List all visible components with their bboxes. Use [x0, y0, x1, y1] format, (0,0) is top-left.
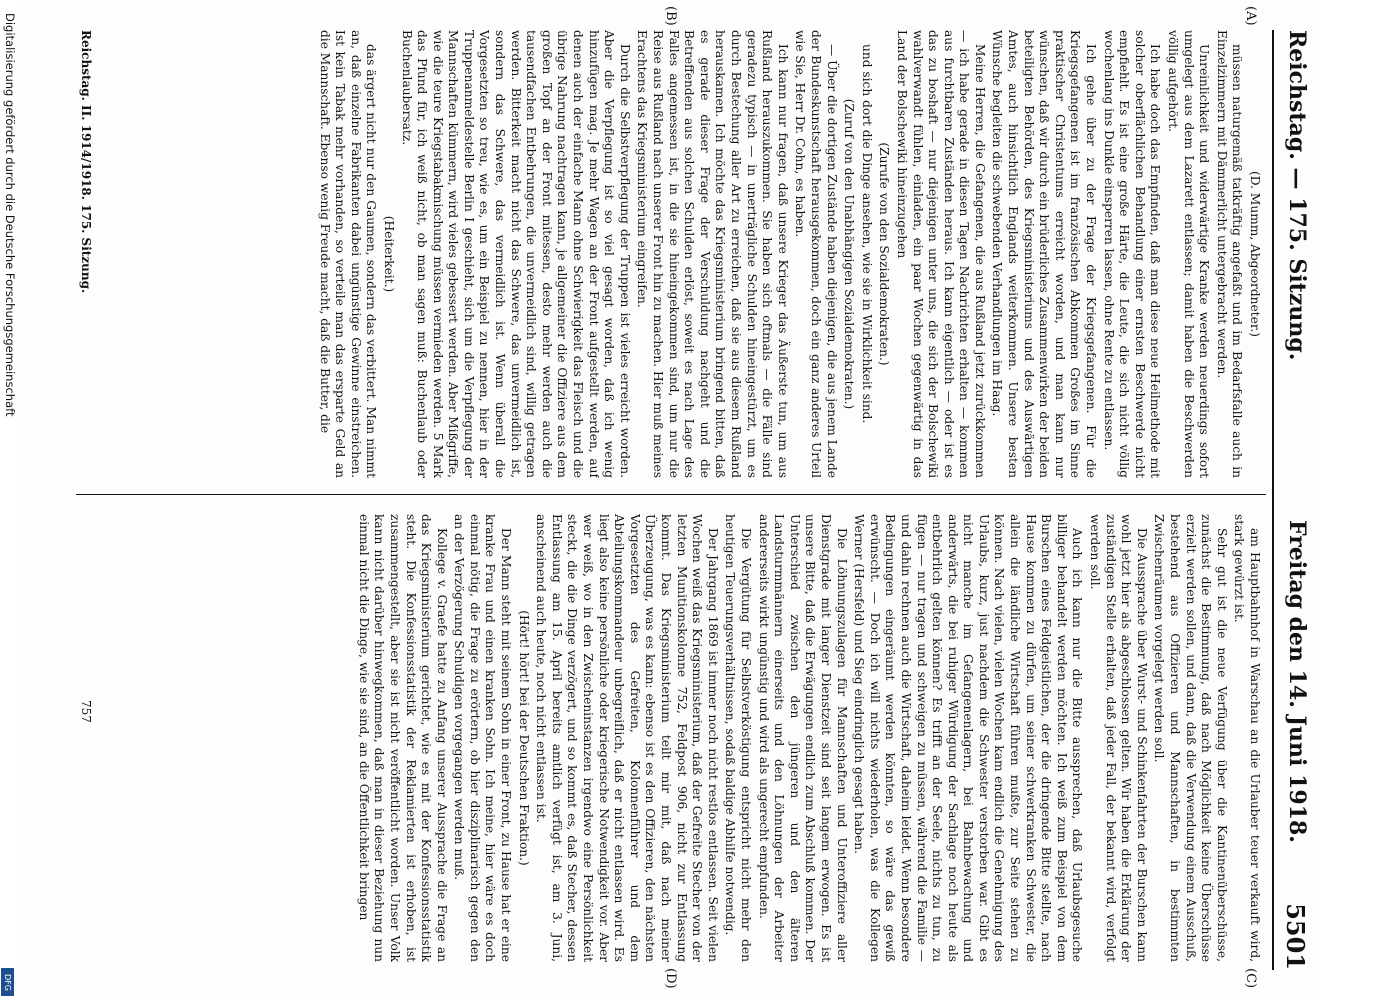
margin-marker-d: (D) — [663, 968, 678, 989]
paragraph: Ich gehe über zu der Frage der Kriegsgefangenen. Für die Kriegsgefangenen ist im französischen Abkommen Großes im Sinne praktischer Christentums erreicht worden, und man kann nur wünschen, daß wir durch ein brüderliches Zusammenwirken der beiden beteiligten Behörden, des Kriegsministeriums und des Auswärtigen Amtes, auch hinsichtlich Englands weiterkommen. Unsere besten Wünsche begleiten die schwebenden Verhandlungen im Haag. — [990, 30, 1099, 478]
paragraph: am Hauptbahnhof in Warschau an die Urlauber teuer verkauft wird, stark gewürzt ist. — [1232, 514, 1262, 962]
header-rule — [1272, 30, 1274, 970]
right-column — [72, 514, 1262, 962]
paragraph: Kollege v. Graefe hatte zu Anfang unserer Aussprache die Frage an das Kriegsministerium gerichtet, wie es mit der Konfessionsstatistik steht. Die Konfessionsstatistik der Reklamierten ist erhoben, ist zusammengestellt, aber sie ist nicht veröffentlicht worden. Unser Volk kann nicht darüber hinwegkommen, daß man in dieser Beziehung nun einmal nicht die Dinge, wie sie sind, an die Öffentlichkeit bringen — [356, 514, 449, 962]
paragraph: Der Jahrgang 1869 ist immer noch nicht restlos entlassen. Seit vielen Wochen weiß das Kriegsministerium, daß der Gefreite Stecher von der letzten Munitionskolonne 752, Feldpost 906, nicht zur Entlassung kommt. Das Kriegsministerium teilt mir mit, daß nach meiner Überzeugung, was es kann: ebenso ist es den Offizieren, den nächsten Vorgesetzten des Gefreiten, Kolonnenführer und dem Abteilungskommandeur unbegreiflich, daß er nicht entlassen wird. Es liegt also keine persönliche oder kriegerische Notwendigkeit vor. Aber wer weiß, wo in den Zwischeninstanzen irgendwo eine Persönlichkeit steckt, die die Dinge verzögert, und so kommt es, daß Stecher, dessen Entlassung am 15. April bereits amtlich verfügt ist, am 3. Juni, anscheinend auch heute, noch nicht entlassen ist. — [534, 514, 720, 962]
header-left-title: Reichstag. — 175. Sitzung. — [1284, 30, 1310, 361]
header-page-number: 5501 — [1281, 903, 1310, 970]
digitization-credit — [0, 0, 17, 1000]
margin-marker-b: (B) — [663, 6, 678, 26]
paragraph: Auch ich kann nur die Bitte aussprechen, daß Urlaubsgesuche billiger behandelt werden möchten. Ich weiß zum Beispiel von dem Burschen eines Feldgeistlichen, der die dringende Bitte stellte, nach Hause kommen zu dürfen, um seiner schwerkranken Schwester, die allein die ländliche Wirtschaft führen mußte, zur Seite stehen zu können. Nach vielen, vielen Wochen kam endlich die Genehmigung des Urlaubs, kurz, just nachdem die Schwester verstorben war. Gibt es nicht manche im Gefangenenlagern, bei Bahnbewachung und anderwärts, die bei ruhiger Würdigung der Sachlage noch heute als entbehrlich gelten können? Es trifft an der Seele, nichts zu tun, zu fügen — nur tragen und schweigen zu müssen, während die Familie — und dahin rechnen auch die Wirtschaft, daheim leidet. Wenn besondere Bedingungen eingeräumt werden könnten, so wäre das gewiß erwünscht. — Doch ich will nichts wiederholen, was die Kollegen Werner (Hersfeld) und Sieg eindringlich gesagt haben. — [852, 514, 1085, 962]
paragraph: müssen naturgemäß tatkräftig angefaßt und im Bedarfsfalle auch in Einzelzimmern mit Dämmerlicht untergebracht werden. — [1214, 30, 1245, 478]
paragraph: Der Mann steht mit seinem Sohn in einer Front, zu Hause hat er eine kranke Frau und einen kranken Sohn. Ich meine, hier wäre es doch einmal nötig, die Frage zu erörtern, ob hier disziplinarisch gegen den an der Verzögerung Schuldigen vorgegangen werden muß. — [452, 514, 514, 962]
page-footer: Reichstag. II. 1914/1918. 175. Sitzung. — [79, 30, 93, 294]
paragraph: Die Vergütung für Selbstverköstigung entspricht nicht mehr den heutigen Teuerungsverhältnissen, sodaß baldige Abhilfe notwendig. — [723, 514, 753, 962]
paragraph: Meine Herren, die Gefangenen, die aus Rußland jetzt zurückkommen — ich habe gerade in diesen Tagen Nachrichten erhalten — kommen aus furchtbaren Zuständen heraus. Ich kann eigentlich — oder ist es das zu boshaft — nur diejenigen unter uns, die sich der Bolschewiki wahlverwandt fühlen, einladen, ein paar Wochen gegenwärtig in das Land der Bolschewiki hineinzugehen — [894, 30, 987, 478]
paragraph: Die Löhnungszulagen für Mannschaften und Unteroffiziere aller Dienstgrade mit langer Dienstzeit sind seit langem erwogen. Es ist unsere Bitte, daß die Erwägungen endlich zum Abschluß kommen. Der Unterschied zwischen den jüngeren und den älteren Landsturmmännern einerseits und den Löhnungen der Arbeiter andererseits wirkt ungünstig und wird als ungerecht empfunden. — [756, 514, 849, 962]
paragraph: Ich kann nur fragen, daß unsere Krieger das Äußerste tun, um aus Rußland herauszukommen. Sie haben sich oftmals — die Fälle sind geradezu typisch — in unerträgliche Schulden hineingestürzt, um es durch Bestechung aller Art zu erreichen, daß sie aus diesem Rußland herauskamen. Ich möchte das Kriegsministerium bringend bitten, daß es gerade dieser Frage der Verschuldung nachgeht und die Betreffenden aus solchen Schulden erlöst, soweit es nach Lage des Falles angemessen ist, in die sie hineingekommen sind, um nur die Reise aus Rußland nach unserer Front hin zu machen. Hier muß meines Erachtens das Kriegsministerium eingreifen. — [635, 30, 790, 478]
paragraph: das ärgert nicht nur den Gaumen, sondern das verbittert. Man nimmt an, daß einzelne Fabrikanten dabei ungünstige Gewinne einstreichen. Ist kein Tabak mehr vorhanden, so verteile man das ersparte Geld an die Mannschaft. Ebenso wenig Freude macht, daß die Butter, die — [317, 30, 379, 478]
interjection: (Zuruf von den Unabhängigen Sozialdemokraten.) — [842, 98, 857, 410]
document-page — [18, 0, 1318, 1000]
paragraph: Unreinlichkeit und widerwärtige Kranke werden neuerdings sofort umgelegt aus dem Lazarett entlassen; damit haben die Beschwerden völlig aufgehört. — [1166, 30, 1212, 478]
paragraph: und sich dort die Dinge ansehen, wie sie in Wirklichkeit sind. — [859, 44, 874, 424]
sheet-number: 757 — [79, 700, 93, 723]
dfg-logo: DFG — [1, 968, 14, 996]
interjection: (Zurufe von den Sozialdemokraten.) — [877, 142, 892, 366]
interjection: (Heiterkeit.) — [381, 215, 396, 293]
column-divider — [76, 494, 1266, 495]
margin-marker-a: (A) — [1243, 6, 1258, 26]
paragraph: Sehr gut ist die neue Verfügung über die Kantinenüberschüsse, zunächst die Bestimmung, daß nach Möglichkeit keine Überschüsse erzielt werden sollen, und dann, daß die Verwendung einem Ausschuß, bestehend aus Offizieren und Mannschaften, in bestimmten Zwischenräumen vorgelegt werden soll. — [1152, 514, 1229, 962]
paragraph: Die Aussprache über Wurst- und Schinkenfahrten der Burschen kann wohl jetzt hier als abgeschlossen gelten. Wir haben die Erklärung der zuständigen Stelle erhalten, daß jeder Fall, der bekannt wird, verfolgt werden soll. — [1088, 514, 1149, 962]
page-header — [1270, 30, 1310, 970]
paragraph: (D. Mumm, Abgeordneter.) — [1248, 171, 1262, 337]
credit-text: Digitalisierung gefördert durch die Deutsche Forschungsgemeinschaft — [3, 13, 17, 417]
paragraph: — Über die dortigen Zustände haben diejenigen, die aus jenem Lande der Bundeskunstschaft herausgekommen, doch ein ganz anderes Urteil wie Sie, Herr Dr. Cohn, es haben. — [793, 30, 839, 478]
header-right-title: Freitag den 14. Juni 1918. — [1284, 520, 1310, 843]
left-column — [72, 30, 1262, 478]
paragraph: Ich habe doch das Empfinden, daß man diese neue Heilmethode mit solcher oberflächlichen Behandlung einer ernsten Beschwerde nicht empfiehlt. Es ist eine große Härte, die Leute, die sich nicht völlig wochenlang ins Dunkle einsperren lassen, ohne Rente zu entlassen. — [1101, 30, 1163, 478]
interjection: (Hört! hört! bei der Deutschen Fraktion.) — [516, 610, 531, 866]
paragraph: Durch die Selbstverpflegung der Truppen ist vieles erreicht worden. Aber die Verpflegung ist so viel gesagt worden, daß ich wenig hinzufügen mag. Je mehr Wagen an der Front aufgestellt werden, auf denen auch der einfache Mann ohne Schwierigkeit das Fleisch und die übrige Nahrung nachtragen kann, je allgemeiner die Offiziere aus dem großen Topf an der Front mitessen, desto mehr werden auch die tausendfachen Entbehrungen, die unvermeidlich sind, willig getragen werden. Bitterkeit macht nicht das Schwere, das unvermeidlich ist, sondern das Schwere, das vermeidlich ist. Wenn überall die Vorgesetzten so treu, wie es, um ein Beispiel zu nennen, hier in der Truppenanmeldestelle Berlin I geschieht, sich um die Verpflegung der Mannschaften kümmern, wird vieles gebessert werden. Aber Mißgriffe, wie die teure Kriegstabakmischung müssen vermieden werden. 5 Mark das Pfund für, ich weiß nicht, ob man sagen muß: Buchenlaub oder Buchenlaubersatz. — [399, 30, 632, 478]
margin-marker-c: (C) — [1243, 968, 1258, 989]
